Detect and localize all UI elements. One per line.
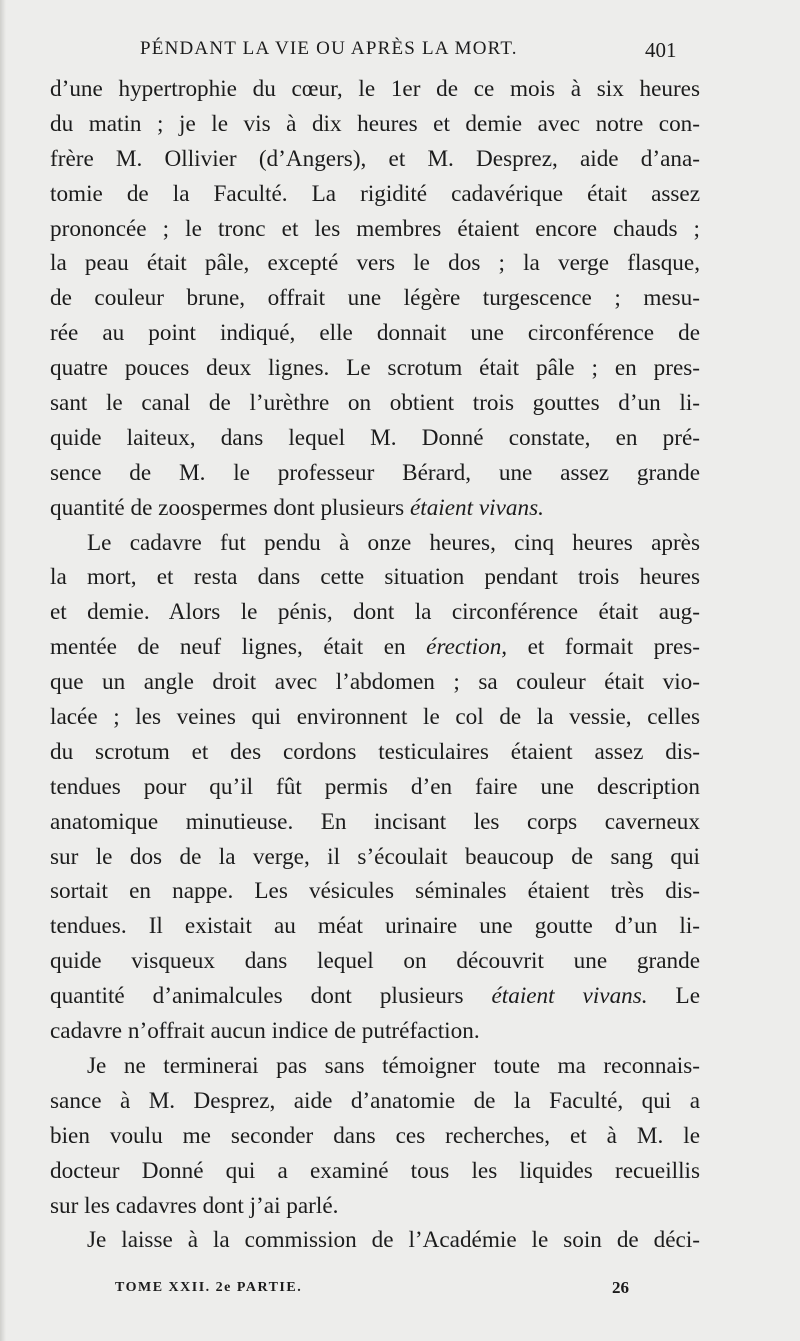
text-line: lacée ; les veines qui environnent le col de la vessie, celles (50, 704, 700, 731)
text-line (50, 491, 700, 526)
text-line (50, 72, 700, 107)
page-header (0, 30, 800, 70)
line-text: quantité de zoospermes dont plusieurs (50, 494, 405, 521)
text-line: cadavre n’offrait aucun indice de putréfaction. (50, 1018, 480, 1045)
text-line: Je ne terminerai pas sans témoigner toute ma reconnais- (87, 1052, 700, 1079)
text-line: rée au point indiqué, elle donnait une circonférence de (50, 320, 700, 347)
italic-text: érection, (426, 634, 508, 661)
line-text: et formait pres- (527, 634, 701, 661)
paragraph-2 (50, 526, 700, 1049)
signature-mark: TOME XXII. 2e PARTIE. (115, 1280, 303, 1295)
folio-number: 26 (612, 1278, 629, 1297)
text-line: sant le canal de l’urèthre on obtient trois gouttes d’un li- (50, 390, 700, 417)
line-text: d’une hypertrophie du cœur, le 1er de ce mois à six heures (50, 76, 700, 102)
body-text (50, 72, 700, 1258)
text-line: tomie de la Faculté. La rigidité cadavérique était assez (50, 180, 700, 207)
text-line (50, 630, 700, 665)
line-text: mentée de neuf lignes, était en (50, 634, 406, 661)
text-line: Le cadavre fut pendu à onze heures, cinq heures après (87, 529, 700, 556)
text-line: sance à M. Desprez, aide d’anatomie de la Faculté, qui a (50, 1087, 700, 1114)
italic-text: étaient vivans. (491, 983, 648, 1010)
text-line: sortait en nappe. Les vésicules séminales étaient très dis- (50, 878, 700, 905)
text-line: tendues pour qu’il fût permis d’en faire une description (50, 773, 700, 800)
text-line: sur le dos de la verge, il s’écoulait beaucoup de sang qui (50, 843, 700, 870)
text-line: de couleur brune, offrait une légère turgescence ; mesu- (50, 285, 700, 312)
text-line: la mort, et resta dans cette situation pendant trois heures (50, 564, 700, 591)
text-line: docteur Donné qui a examiné tous les liquides recueillis (50, 1157, 700, 1184)
text-line: du matin ; je le vis à dix heures et demie avec notre con- (50, 110, 700, 137)
paragraph-3 (50, 1049, 700, 1223)
text-line: et demie. Alors le pénis, dont la circonférence était aug- (50, 599, 700, 626)
paragraph-4 (50, 1223, 700, 1258)
running-head: PÉNDANT LA VIE OU APRÈS LA MORT. (140, 38, 518, 59)
text-line: quide laiteux, dans lequel M. Donné constate, en pré- (50, 424, 700, 451)
text-line: anatomique minutieuse. En incisant les corps caverneux (50, 808, 700, 835)
line-text: quantité d’animalcules dont plusieurs (50, 983, 464, 1010)
text-line: frère M. Ollivier (d’Angers), et M. Desprez, aide d’ana- (50, 145, 700, 172)
text-line (50, 979, 700, 1014)
page-footer (0, 1280, 800, 1310)
text-line: la peau était pâle, excepté vers le dos ; la verge flasque, (50, 250, 700, 277)
text-line: Je laisse à la commission de l’Académie le soin de déci- (87, 1227, 700, 1254)
text-line: tendues. Il existait au méat urinaire une goutte d’un li- (50, 913, 700, 940)
text-line: que un angle droit avec l’abdomen ; sa couleur était vio- (50, 669, 700, 696)
line-text: Le (675, 983, 701, 1010)
text-line: prononcée ; le tronc et les membres étaient encore chauds ; (50, 215, 700, 242)
text-line: du scrotum et des cordons testiculaires étaient assez dis- (50, 738, 700, 765)
text-line: quide visqueux dans lequel on découvrit une grande (50, 948, 700, 975)
italic-text: étaient vivans. (409, 494, 544, 521)
text-line: bien voulu me seconder dans ces recherches, et à M. le (50, 1122, 700, 1149)
page-number: 401 (645, 38, 677, 62)
paragraph-1 (50, 72, 700, 526)
text-line: sur les cadavres dont j’ai parlé. (50, 1192, 339, 1219)
text-line: sence de M. le professeur Bérard, une assez grande (50, 459, 700, 486)
text-line: quatre pouces deux lignes. Le scrotum était pâle ; en pres- (50, 355, 700, 382)
